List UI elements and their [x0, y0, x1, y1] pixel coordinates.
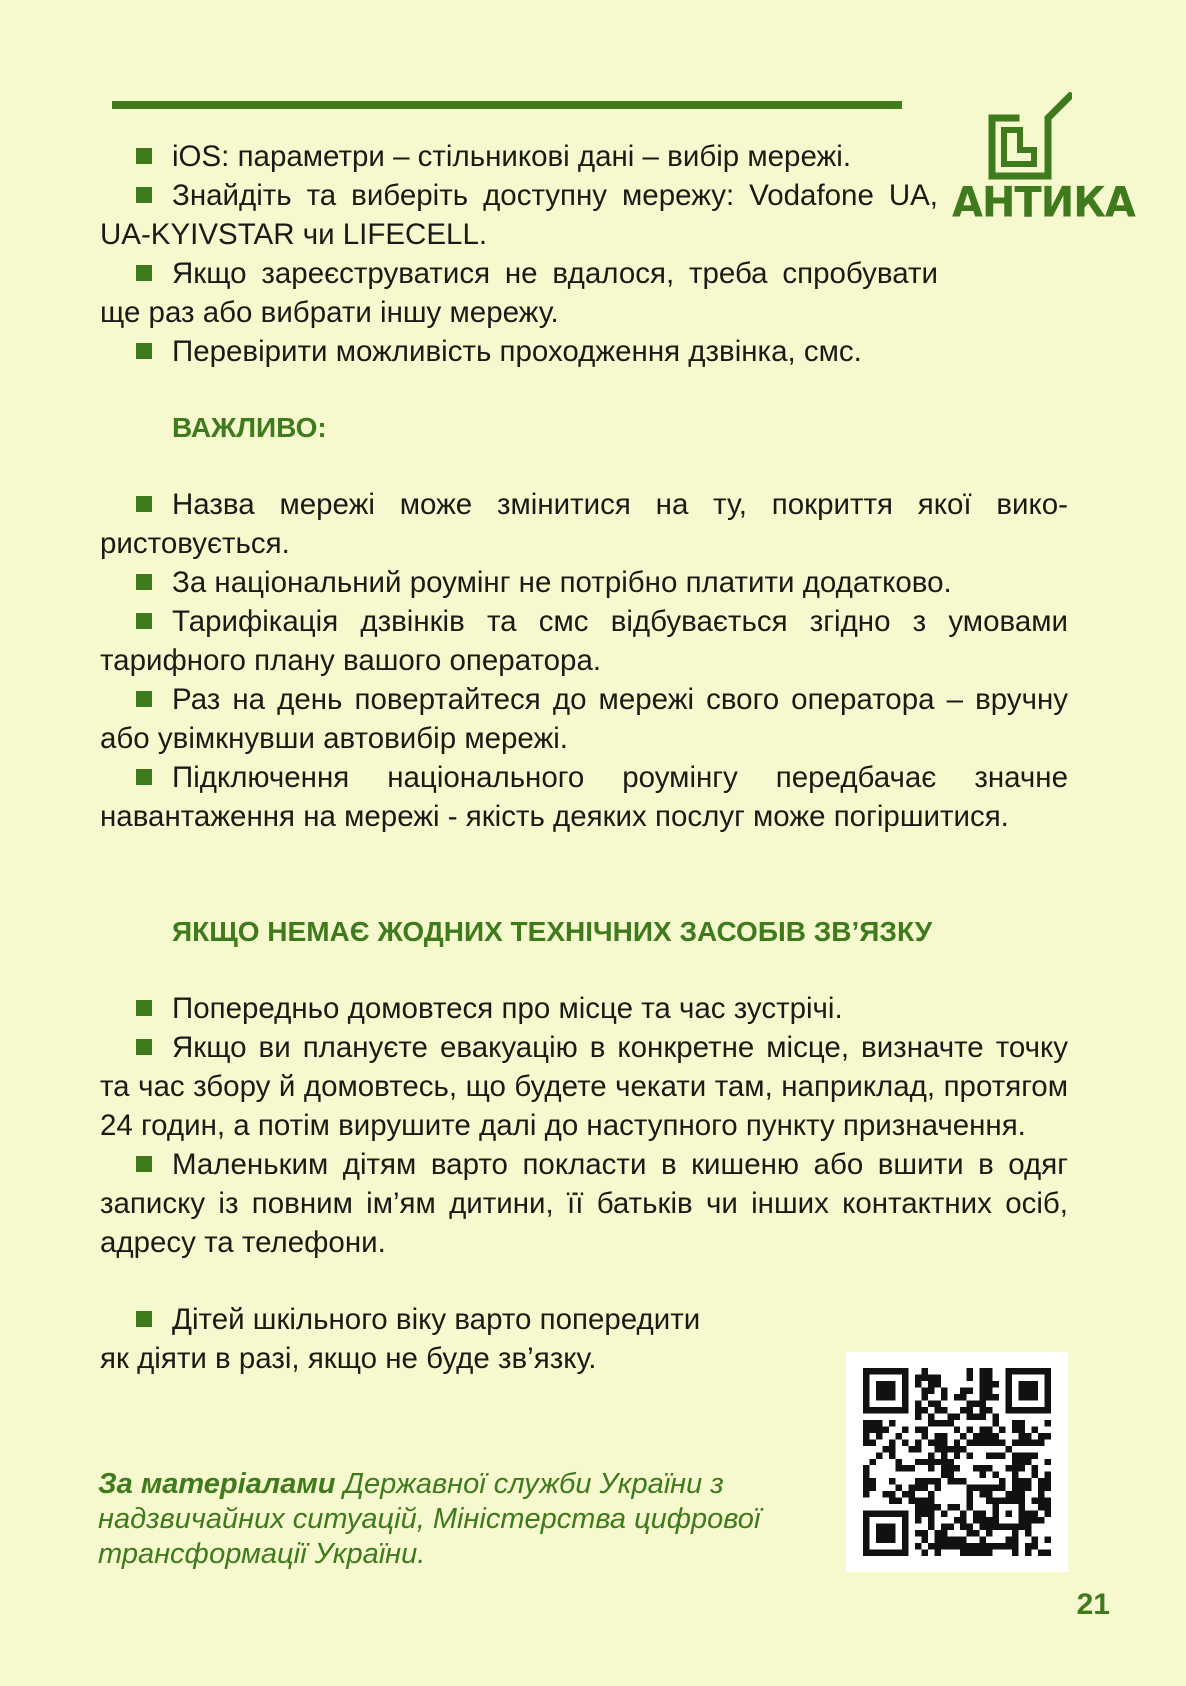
antika-meander-logo-icon: [986, 92, 1072, 180]
list-item: Знайдіть та виберіть доступну мережу: Vodafone UA, UA-KYIVSTAR чи LIFECELL.: [100, 179, 938, 251]
no-communication-section: [100, 912, 1068, 1262]
bullet-icon: [136, 496, 152, 512]
bullet-icon: [136, 265, 152, 281]
bullet-icon: [136, 691, 152, 707]
section-heading: ЯКЩО НЕМАЄ ЖОДНИХ ТЕХНІЧНИХ ЗАСОБІВ ЗВ’ЯЗКУ: [172, 916, 933, 947]
list-item: Якщо ви плануєте евакуацію в конкретне місце, визначте точку та час збору й домовтесь, що будете чекати там, наприклад, протягом 24 годин, а потім вирушите далі до наступного пункту призначення.: [100, 1031, 1068, 1142]
list-item-continuation: як діяти в разі, якщо не буде зв’язку.: [100, 1342, 597, 1375]
list-item: Назва мережі може змінитися на ту, покриття якої використовується.: [100, 488, 1068, 560]
source-credit-bold: За матеріалами: [98, 1468, 336, 1500]
bullet-icon: [136, 574, 152, 590]
bullet-icon: [136, 1000, 152, 1016]
publisher-logo: [952, 92, 1135, 232]
list-item: iOS: параметри – стільникові дані – вибір мережі.: [100, 137, 938, 176]
list-item: Раз на день повертайтеся до мережі свого оператора – вручну або увімкнувши автовибір мережі.: [100, 683, 1068, 755]
bullet-icon: [136, 1311, 152, 1327]
bullet-icon: [136, 148, 152, 164]
list-item: За національний роумінг не потрібно платити додатково.: [100, 563, 1068, 602]
bullet-icon: [136, 343, 152, 359]
important-section: [100, 408, 1068, 836]
page-number: 21: [1076, 1588, 1110, 1621]
logo-text: АНТИКА: [952, 178, 1135, 228]
list-item: Якщо зареєструватися не вдалося, треба спробувати ще раз або вибрати іншу мережу.: [100, 257, 938, 329]
list-item: Перевірити можливість проходження дзвінка, смс.: [100, 332, 938, 371]
network-steps-list: [100, 137, 938, 371]
list-item: Підключення національного роумінгу передбачає значне навантаження на мережі - якість деяких послуг може погіршитися.: [100, 761, 1068, 833]
list-item: Попередньо домовтеся про місце та час зустрічі.: [100, 989, 1068, 1028]
school-children-item: [100, 1300, 800, 1378]
bullet-icon: [136, 187, 152, 203]
bullet-icon: [136, 1156, 152, 1172]
qr-code: [846, 1352, 1068, 1572]
source-credit: [98, 1467, 818, 1572]
top-divider: [112, 101, 902, 109]
bullet-icon: [136, 613, 152, 629]
bullet-icon: [136, 1039, 152, 1055]
source-credit-text: Державної служби України з надзвичайних ситуацій, Міністерства цифрової трансформації України.: [98, 1468, 761, 1570]
qr-code-icon: [863, 1368, 1051, 1556]
bullet-icon: [136, 769, 152, 785]
section-heading: ВАЖЛИВО:: [172, 412, 327, 443]
list-item: Тарифікація дзвінків та смс відбувається згідно з умовами тарифного плану вашого оператора.: [100, 605, 1068, 677]
list-item: Маленьким дітям варто покласти в кишеню або вшити в одяг записку із повним ім’ям дитини, її батьків чи інших контактних осіб, адресу та телефони.: [100, 1148, 1068, 1259]
list-item: Дітей шкільного віку варто попередити: [100, 1300, 800, 1339]
